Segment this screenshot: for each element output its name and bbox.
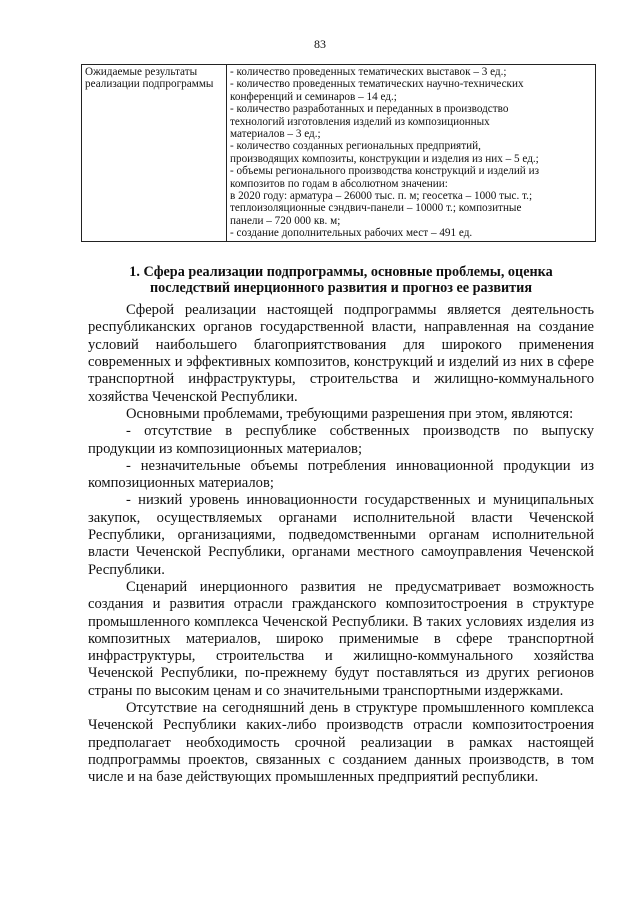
table-line: - количество созданных региональных предприятий, [230,140,481,153]
table-line: - количество проведенных тематических научно-технических [230,78,524,91]
table-line: конференций и семинаров – 14 ед.; [230,90,397,103]
paragraph: Сценарий инерционного развития не предусматривает возможность создания и развития отрасли гражданского композитостроения в структуре промышленного комплекса Чеченской Республики. В таких условиях изделия из композитных материалов, широко применимые в сфере транспортной инфраструктуры, строительства и жилищно-коммунального хозяйства Чеченской Республики, по-прежнему будут поставляться из других регионов страны по высоким ценам и со значительными транспортными издержками. [88,578,594,699]
paragraph: - низкий уровень инновационности государственных и муниципальных закупок, осуществляемых органами исполнительной власти Чеченской Республики, организациями, подведомственными органам исполнительной власти Чеченской Республики, органами местного самоуправления Чеченской Республики. [88,492,594,578]
table-line: производящих композиты, конструкции и изделия из них – 5 ед.; [230,152,539,165]
table-line: в 2020 году: арматура – 26000 тыс. п. м; геосетка – 1000 тыс. т.; [230,190,533,203]
table-line: композитов по годам в абсолютном значении: [230,177,448,190]
section-heading [88,265,594,296]
section-heading-line: последствий инерционного развития и прогноз ее развития [150,279,532,296]
table-row [82,65,596,242]
paragraph: - незначительные объемы потребления инновационной продукции из композиционных материалов; [88,457,594,492]
paragraph: Основными проблемами, требующими разрешения при этом, являются: [126,405,574,422]
section-heading-line: 1. Сфера реализации подпрограммы, основные проблемы, оценка [129,264,553,280]
expected-results-table [81,64,596,242]
table-line: - количество проведенных тематических выставок – 3 ед.; [230,66,507,78]
section-body [88,265,594,787]
table-line: - создание дополнительных рабочих мест – 491 ед. [230,227,473,240]
page-number: 83 [314,37,326,51]
table-label-cell: Ожидаемые результаты реализации подпрограммы [82,65,227,242]
table-line: - объемы регионального производства конструкций и изделий из [230,165,539,178]
paragraph: - отсутствие в республике собственных производств по выпуску продукции из композиционных материалов; [88,423,594,457]
paragraph: Отсутствие на сегодняшний день в структуре промышленного комплекса Чеченской Республики каких-либо производств отрасли композитостроения предполагает необходимость срочной реализации в рамках настоящей подпрограммы проектов, связанных с созданием данных производств, в том числе и на базе действующих промышленных предприятий республики. [88,700,594,786]
table-line: теплоизоляционные сэндвич-панели – 10000 т.; композитные [230,202,522,215]
table-line: технологий изготовления изделий из композиционных [230,115,490,128]
table-line: материалов – 3 ед.; [230,128,321,141]
paragraph: Сферой реализации настоящей подпрограммы является деятельность республиканских органов государственной власти, направленная на создание условий наибольшего благоприятствования для широкого применения современных и эффективных композитов, конструкций и изделий из них в сфере транспортной инфраструктуры, строительства и жилищно-коммунального хозяйства Чеченской Республики. [88,302,594,405]
table-line: - количество разработанных и переданных в производство [230,103,509,116]
table-line: панели – 720 000 кв. м; [230,214,341,227]
table-content-cell [227,65,596,242]
